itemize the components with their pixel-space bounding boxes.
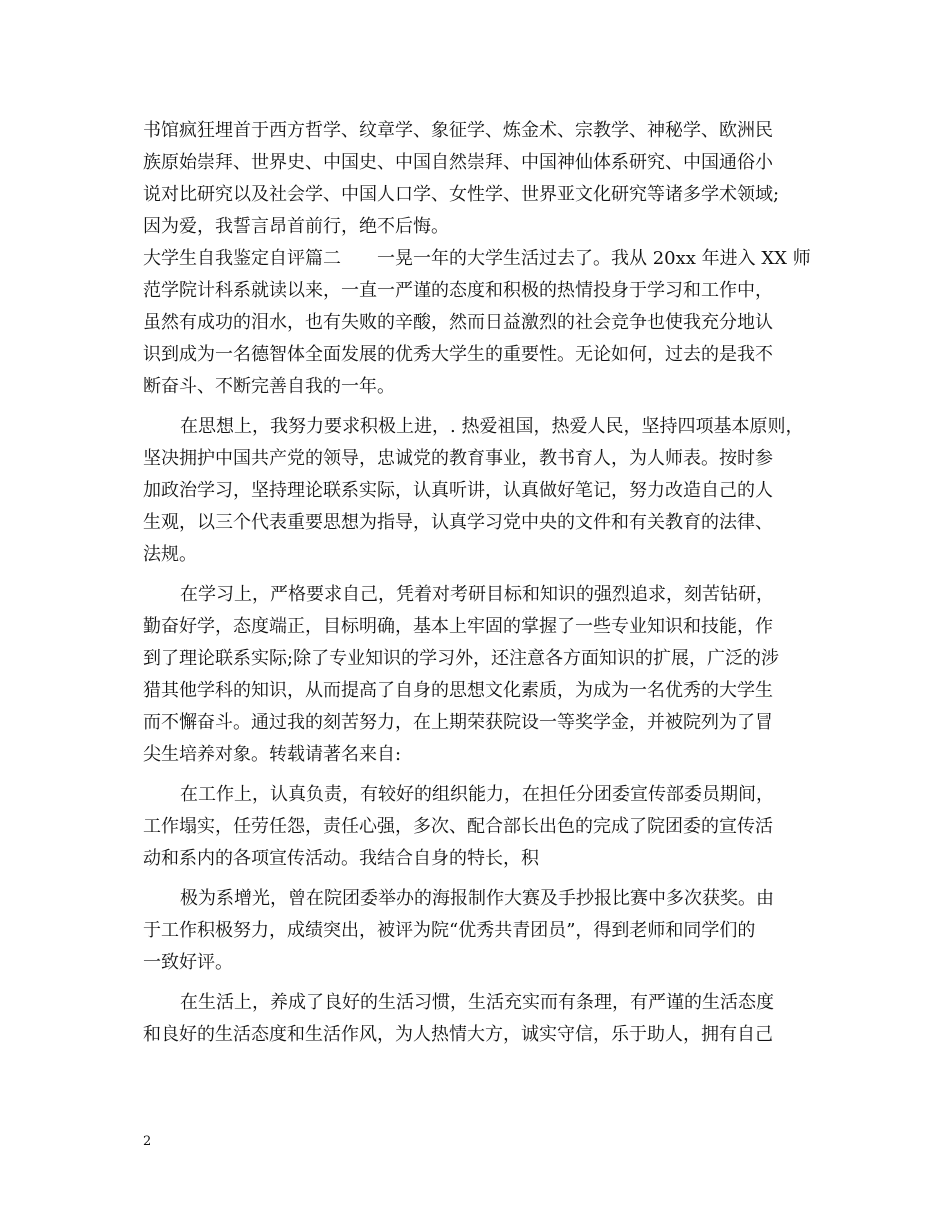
text-line: 而不懈奋斗。通过我的刻苦努力，在上期荣获院设一等奖学金，并被院列为了冒 — [143, 712, 773, 733]
text-line: 生观，以三个代表重要思想为指导，认真学习党中央的文件和有关教育的法律、 — [143, 512, 773, 533]
text-line: 和良好的生活态度和生活作风，为人热情大方，诚实守信，乐于助人，拥有自己 — [143, 1024, 773, 1045]
text-line: 范学院计科系就读以来，一直一严谨的态度和积极的热情投身于学习和工作中， — [143, 280, 773, 301]
text-line: 勤奋好学，态度端正，目标明确，基本上牢固的掌握了一些专业知识和技能，作 — [143, 616, 773, 637]
paragraph-first-line: 极为系增光，曾在院团委举办的海报制作大赛及手抄报比赛中多次获奖。由 — [180, 888, 774, 909]
section-heading-line: 大学生自我鉴定自评篇二 一晃一年的大学生活过去了。我从 20xx 年进入 XX 师 — [143, 248, 811, 269]
text-line: 动和系内的各项宣传活动。我结合自身的特长，积 — [143, 848, 539, 869]
text-line: 族原始崇拜、世界史、中国史、中国自然崇拜、中国神仙体系研究、中国通俗小 — [143, 152, 773, 173]
paragraph-first-line: 在生活上，养成了良好的生活习惯，生活充实而有条理，有严谨的生活态度 — [180, 992, 774, 1013]
text-line: 识到成为一名德智体全面发展的优秀大学生的重要性。无论如何，过去的是我不 — [143, 344, 773, 365]
text-line: 猎其他学科的知识，从而提高了自身的思想文化素质，为成为一名优秀的大学生 — [143, 680, 773, 701]
text-line: 书馆疯狂埋首于西方哲学、纹章学、象征学、炼金术、宗教学、神秘学、欧洲民 — [143, 120, 773, 141]
text-line: 加政治学习，坚持理论联系实际，认真听讲，认真做好笔记，努力改造自己的人 — [143, 480, 773, 501]
text-line: 因为爱，我誓言昂首前行，绝不后悔。 — [143, 216, 449, 237]
text-line: 工作塌实，任劳任怨，责任心强，多次、配合部长出色的完成了院团委的宣传活 — [143, 816, 773, 837]
text-line: 坚决拥护中国共产党的领导，忠诚党的教育事业，教书育人，为人师表。按时参 — [143, 448, 773, 469]
text-line: 虽然有成功的泪水，也有失败的辛酸，然而日益激烈的社会竞争也使我充分地认 — [143, 312, 773, 333]
text-line: 到了理论联系实际;除了专业知识的学习外，还注意各方面知识的扩展，广泛的涉 — [143, 648, 780, 669]
text-line: 法规。 — [143, 544, 197, 565]
paragraph-first-line: 在思想上，我努力要求积极上进，. 热爱祖国，热爱人民，坚持四项基本原则， — [180, 416, 804, 437]
text-line: 一致好评。 — [143, 952, 233, 973]
text-line: 尖生培养对象。转载请著名来自: — [143, 744, 402, 765]
paragraph-first-line: 在工作上，认真负责，有较好的组织能力，在担任分团委宣传部委员期间， — [180, 784, 774, 805]
text-line: 断奋斗、不断完善自我的一年。 — [143, 376, 395, 397]
page-number: 2 — [143, 1134, 152, 1149]
text-line: 说对比研究以及社会学、中国人口学、女性学、世界亚文化研究等诸多学术领域; — [143, 184, 780, 205]
text-line: 于工作积极努力，成绩突出，被评为院“优秀共青团员”，得到老师和同学们的 — [143, 920, 756, 941]
paragraph-first-line: 在学习上，严格要求自己，凭着对考研目标和知识的强烈追求，刻苦钻研， — [180, 584, 774, 605]
